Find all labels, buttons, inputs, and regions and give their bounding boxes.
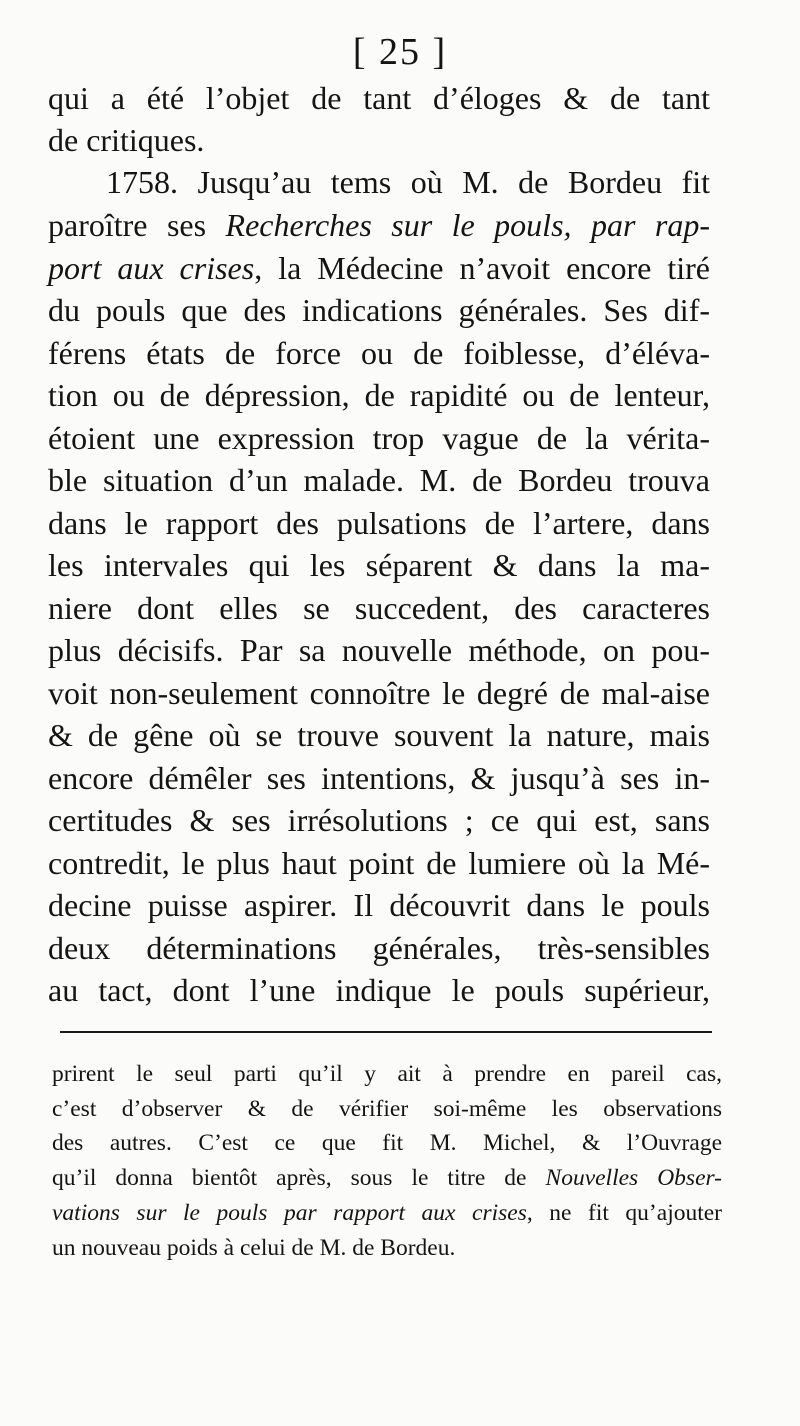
text-line: contredit, le plus haut point de lumiere où la Mé- [48, 845, 710, 881]
text-line: encore démêler ses intentions, & jusqu’à ses in- [48, 760, 710, 796]
text-line: de critiques. [48, 122, 205, 158]
text-line: étoient une expression trop vague de la vérita- [48, 420, 710, 456]
text-line: ble situation d’un malade. M. de Bordeu trouva [48, 462, 710, 498]
footnote-line [52, 1196, 722, 1230]
text-line: plus décisifs. Par sa nouvelle méthode, on pou- [48, 632, 710, 668]
italic-title: vations sur le pouls par rapport aux crises [52, 1200, 527, 1226]
text-line: deux déterminations générales, très-sensibles [48, 930, 710, 966]
text-fragment: , ne fit qu’ajouter [526, 1200, 723, 1226]
italic-title: Recherches sur le pouls, par rap- [225, 207, 711, 243]
text-line: decine puisse aspirer. Il découvrit dans le pouls [48, 887, 710, 923]
footnote-line: prirent le seul parti qu’il y ait à prendre en pareil cas, [52, 1061, 722, 1087]
text-line: niere dont elles se succedent, des caracteres [48, 590, 710, 626]
text-line: du pouls que des indications générales. Ses dif- [48, 292, 710, 328]
text-line: 1758. Jusqu’au tems où M. de Bordeu fit [106, 164, 710, 200]
text-line: voit non-seulement connoître le degré de mal-aise [48, 675, 710, 711]
text-fragment: qu’il donna bientôt après, sous le titre de [52, 1165, 546, 1191]
italic-title: port aux crises [48, 250, 255, 286]
text-line: au tact, dont l’une indique le pouls supérieur, [48, 972, 710, 1008]
text-fragment: paroître ses [48, 207, 226, 243]
footnote-line: c’est d’observer & de vérifier soi-même les observations [52, 1096, 722, 1122]
footnote-line: des autres. C’est ce que fit M. Michel, & l’Ouvrage [52, 1130, 722, 1156]
text-line: qui a été l’objet de tant d’éloges & de tant [48, 80, 710, 116]
text-line: tion ou de dépression, de rapidité ou de lenteur, [48, 377, 710, 413]
italic-title: Nouvelles Obser- [545, 1165, 723, 1191]
text-line [48, 203, 710, 247]
text-line: & de gêne où se trouve souvent la nature, mais [48, 717, 710, 753]
text-line: dans le rapport des pulsations de l’artere, dans [48, 505, 710, 541]
footnote-divider [60, 1031, 712, 1033]
text-line: certitudes & ses irrésolutions ; ce qui est, sans [48, 802, 710, 838]
text-line: les intervales qui les séparent & dans la ma- [48, 547, 710, 583]
text-fragment: , la Médecine n’avoit encore tiré [254, 250, 710, 286]
footnote-line [52, 1161, 722, 1195]
footnote-line: un nouveau poids à celui de M. de Bordeu. [52, 1235, 456, 1261]
text-line: férens états de force ou de foiblesse, d’éléva- [48, 335, 710, 371]
page-number: [ 25 ] [352, 31, 448, 73]
text-line [48, 246, 710, 290]
